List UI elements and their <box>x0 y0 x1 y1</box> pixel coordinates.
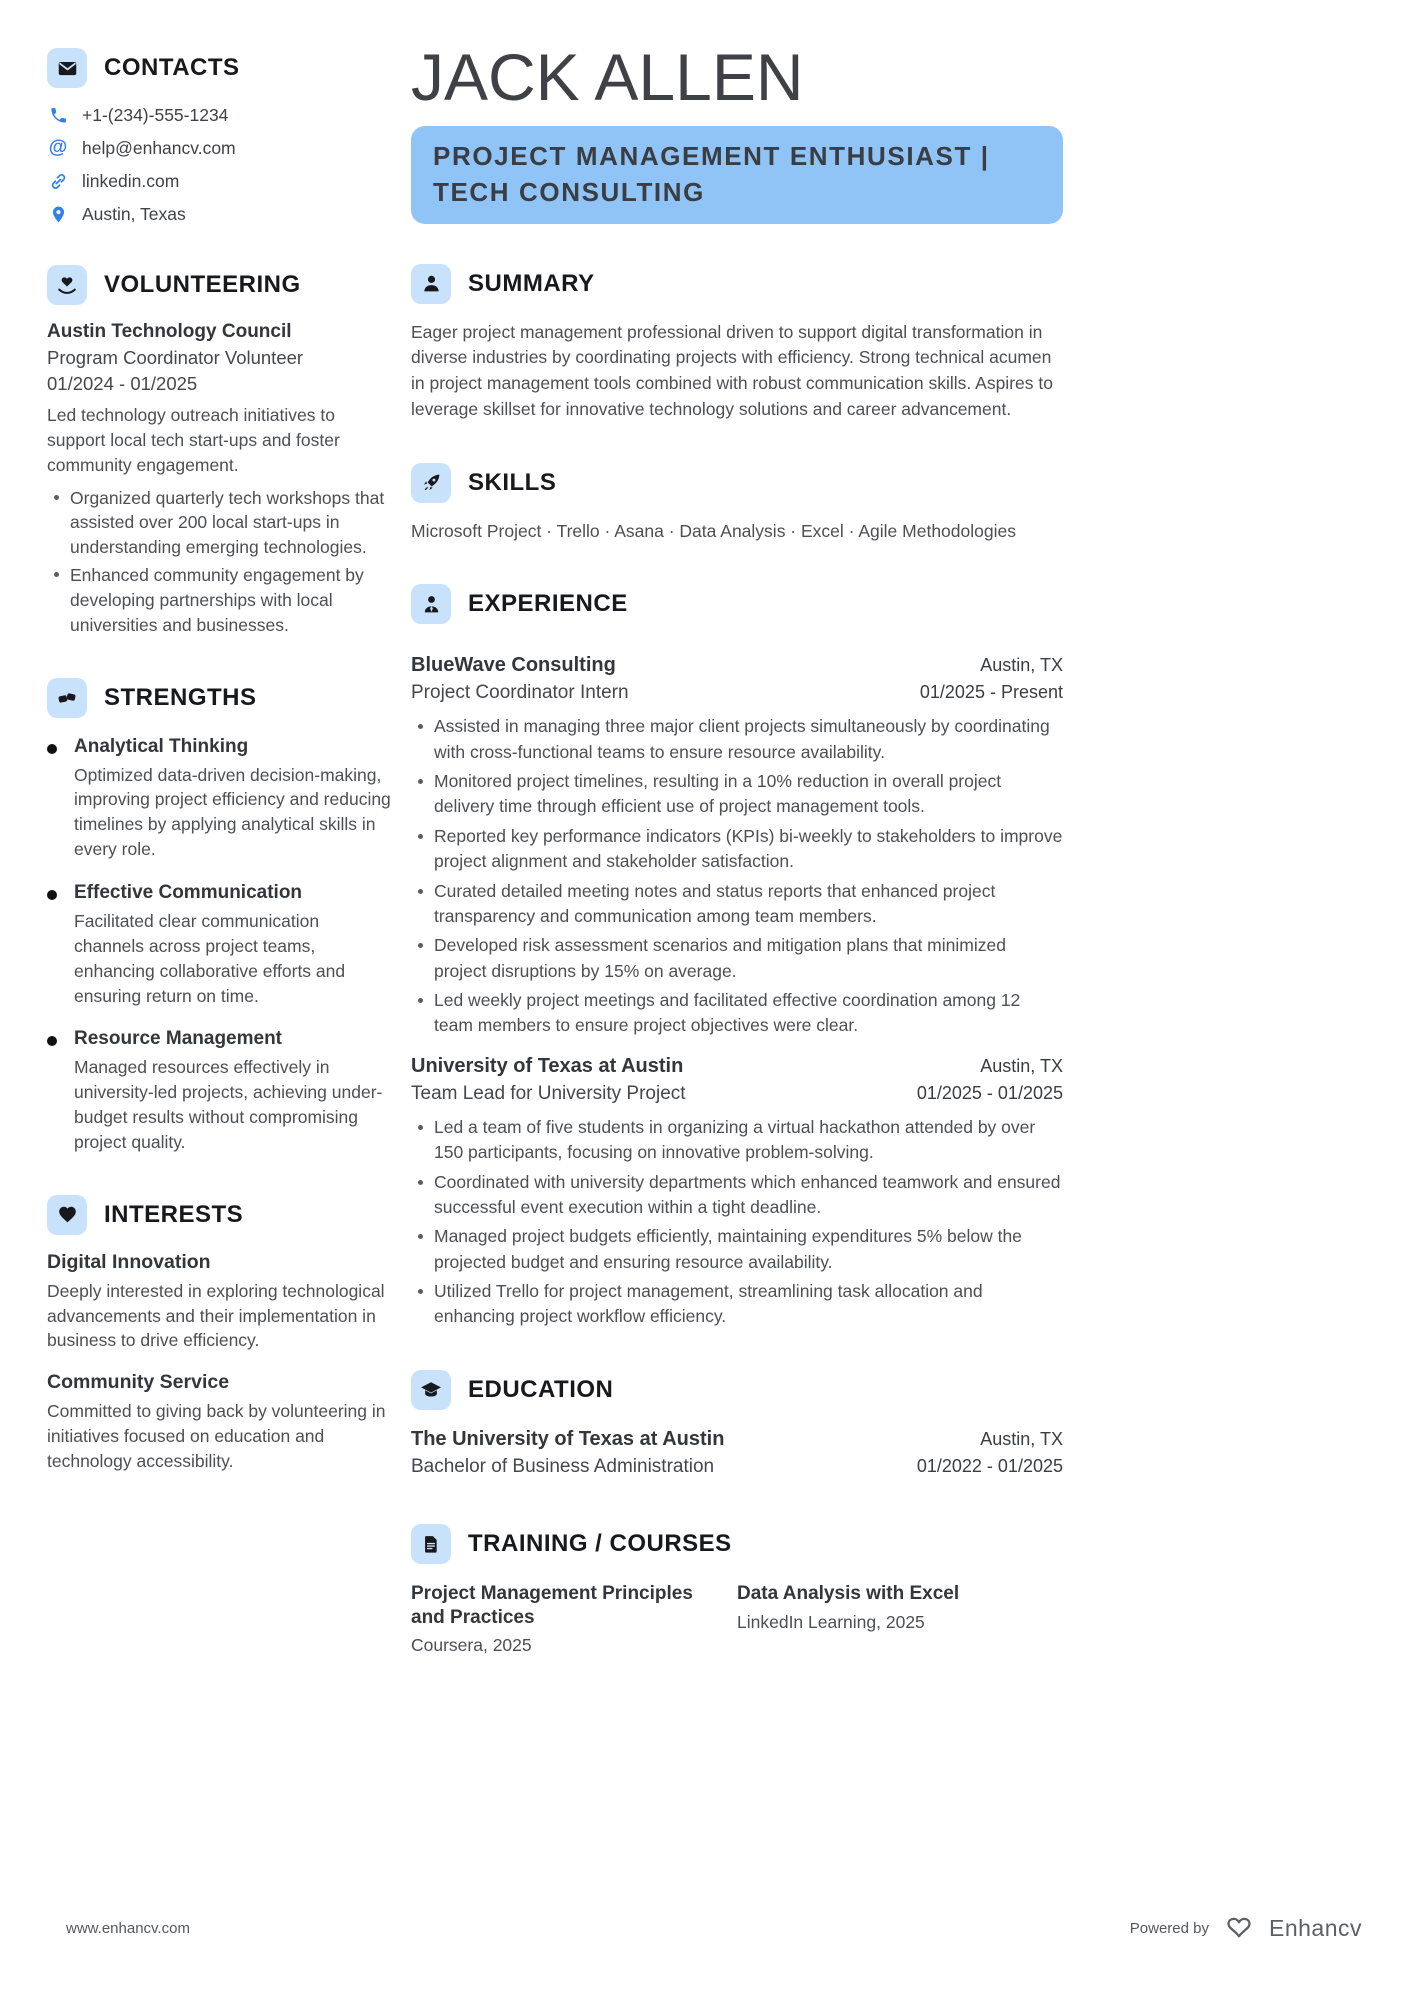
document-icon <box>411 1524 451 1564</box>
contact-linkedin[interactable] <box>47 170 392 192</box>
list-item: Reported key performance indicators (KPIs) bi-weekly to stakeholders to improve project alignment and stakeholder satisfaction. <box>411 824 1063 875</box>
list-item: Developed risk assessment scenarios and mitigation plans that minimized project disruptions by 15% on average. <box>411 933 1063 984</box>
strengths-title: STRENGTHS <box>104 683 257 711</box>
contact-linkedin-value: linkedin.com <box>82 170 180 191</box>
list-item: Curated detailed meeting notes and status reports that enhanced project transparency and communication among team members. <box>411 879 1063 930</box>
course-item <box>411 1580 715 1657</box>
list-item: Monitored project timelines, resulting in a 10% reduction in overall project delivery time through efficient use of project management tools. <box>411 769 1063 820</box>
skills-title: SKILLS <box>468 468 557 496</box>
list-item: Led weekly project meetings and facilitated effective coordination among 12 team members to ensure project objectives were clear. <box>411 988 1063 1039</box>
sidebar <box>47 44 392 1656</box>
experience-section-header <box>411 584 1063 624</box>
job-role: Project Coordinator Intern <box>411 682 629 704</box>
volunteering-description: Led technology outreach initiatives to support local tech start-ups and foster community engagement. <box>47 405 340 475</box>
list-item: Assisted in managing three major client projects simultaneously by coordinating with cross-functional teams to ensure resource availability. <box>411 714 1063 765</box>
bullet-dot <box>47 744 57 754</box>
strength-text: Facilitated clear communication channels across project teams, enhancing collaborative efforts and ensuring return on time. <box>74 910 346 1006</box>
job-role: Team Lead for University Project <box>411 1082 686 1104</box>
heart-hand-icon <box>47 265 87 305</box>
interest-item <box>47 1251 392 1354</box>
rocket-icon <box>411 463 451 503</box>
skills-list: Microsoft Project · Trello · Asana · Data Analysis · Excel · Agile Methodologies <box>411 520 1016 541</box>
phone-icon <box>47 104 69 126</box>
education-title: EDUCATION <box>468 1375 614 1403</box>
contact-location <box>47 203 392 225</box>
company-name: University of Texas at Austin <box>411 1054 684 1077</box>
job-dates: 01/2025 - 01/2025 <box>916 1082 1063 1103</box>
contact-location-value: Austin, Texas <box>82 203 186 224</box>
course-provider: Coursera, 2025 <box>411 1635 532 1656</box>
course-provider: LinkedIn Learning, 2025 <box>737 1611 925 1632</box>
interest-text: Committed to giving back by volunteering in initiatives focused on education and technology accessibility. <box>47 1401 386 1471</box>
strength-item <box>47 882 392 1008</box>
experience-entry <box>411 640 1063 1039</box>
school-name: The University of Texas at Austin <box>411 1427 725 1450</box>
strength-name: Resource Management <box>74 1028 283 1050</box>
volunteering-bullets <box>47 486 392 638</box>
list-item: Managed project budgets efficiently, maintaining expenditures 5% below the projected budget and ensuring resource availability. <box>411 1224 1063 1275</box>
education-location: Austin, TX <box>980 1428 1063 1449</box>
at-icon: @ <box>48 137 68 158</box>
course-item <box>737 1580 1041 1657</box>
summary-title: SUMMARY <box>468 269 595 297</box>
job-location: Austin, TX <box>980 655 1063 676</box>
summary-text: Eager project management professional driven to support digital transformation in diverse industries by coordinating projects with efficiency. Strong technical acumen in project management tools combined with robust communication skills. Aspires to leverage skillset for innovative technology solutions and career advancement. <box>411 321 1053 419</box>
strength-text: Managed resources effectively in university-led projects, achieving under-budget results without compromising project quality. <box>74 1057 383 1152</box>
volunteering-entry <box>47 321 392 638</box>
candidate-name: JACK ALLEN <box>411 40 804 114</box>
list-item: Led a team of five students in organizing a virtual hackathon attended by over 150 participants, focusing on innovative problem-solving. <box>411 1115 1063 1166</box>
interests-section-header <box>47 1195 392 1235</box>
headline-badge: PROJECT MANAGEMENT ENTHUSIAST | TECH CONSULTING <box>411 126 1063 224</box>
strength-text: Optimized data-driven decision-making, improving project efficiency and reducing timelines by applying analytical skills in every role. <box>74 764 391 860</box>
powered-by[interactable] <box>1130 1913 1362 1943</box>
courses-list <box>411 1580 1063 1657</box>
bullet-dot <box>47 890 57 900</box>
interests-title: INTERESTS <box>104 1200 244 1228</box>
link-icon <box>47 170 69 192</box>
list-item: Coordinated with university departments which enhanced teamwork and ensured successful event execution within a tight deadline. <box>411 1170 1063 1221</box>
list-item: Organized quarterly tech workshops that assisted over 200 local start-ups in understanding emerging technologies. <box>47 486 392 561</box>
contacts-title: CONTACTS <box>104 54 240 81</box>
enhancv-logo-icon <box>1221 1913 1257 1943</box>
volunteering-dates: 01/2024 - 01/2025 <box>47 373 198 394</box>
education-dates: 01/2022 - 01/2025 <box>916 1455 1063 1476</box>
experience-title: EXPERIENCE <box>468 590 628 618</box>
interest-name: Community Service <box>47 1371 230 1394</box>
training-section-header <box>411 1524 1063 1564</box>
main-column <box>411 40 1063 1656</box>
course-name: Data Analysis with Excel <box>737 1582 960 1604</box>
job-dates: 01/2025 - Present <box>919 682 1063 703</box>
course-name: Project Management Principles and Practices <box>411 1582 693 1628</box>
company-name: BlueWave Consulting <box>411 654 616 677</box>
volunteering-title: VOLUNTEERING <box>104 271 301 298</box>
location-pin-icon <box>47 203 69 225</box>
job-bullets <box>411 1115 1063 1330</box>
powered-by-label: Powered by <box>1129 1919 1209 1937</box>
contact-email[interactable] <box>47 137 392 159</box>
envelope-icon <box>47 48 87 88</box>
person-tie-icon <box>411 584 451 624</box>
contact-phone-value: +1-(234)-555-1234 <box>82 104 229 125</box>
volunteering-section-header <box>47 265 392 305</box>
list-item: Enhanced community engagement by developing partnerships with local universities and businesses. <box>47 563 392 638</box>
education-section-header <box>411 1370 1063 1410</box>
experience-entry <box>411 1049 1063 1330</box>
strength-name: Effective Communication <box>74 881 303 903</box>
contacts-section-header <box>47 48 392 88</box>
job-bullets <box>411 714 1063 1039</box>
volunteering-role: Program Coordinator Volunteer <box>47 347 304 368</box>
training-title: TRAINING / COURSES <box>468 1529 732 1557</box>
brand-wordmark: Enhancv <box>1268 1914 1362 1941</box>
handshake-icon <box>47 678 87 718</box>
contact-phone[interactable] <box>47 104 392 126</box>
skills-section-header <box>411 463 1063 503</box>
interest-name: Digital Innovation <box>47 1250 211 1273</box>
summary-section-header <box>411 264 1063 304</box>
graduation-cap-icon <box>411 1370 451 1410</box>
interest-text: Deeply interested in exploring technological advancements and their implementation in business to drive efficiency. <box>47 1280 385 1351</box>
contact-email-value: help@enhancv.com <box>82 137 236 158</box>
list-item: Utilized Trello for project management, streamlining task allocation and enhancing project workflow efficiency. <box>411 1279 1063 1330</box>
strength-item <box>47 736 392 862</box>
interest-item <box>47 1371 392 1474</box>
bullet-dot <box>47 1036 57 1046</box>
page-footer <box>66 1913 1362 1943</box>
strength-name: Analytical Thinking <box>74 735 249 757</box>
education-entry <box>411 1426 1063 1484</box>
volunteering-org: Austin Technology Council <box>47 321 292 342</box>
strengths-section-header <box>47 678 392 718</box>
footer-url[interactable]: www.enhancv.com <box>66 1919 190 1937</box>
person-icon <box>411 264 451 304</box>
degree: Bachelor of Business Administration <box>411 1455 715 1477</box>
heart-icon <box>47 1195 87 1235</box>
strength-item <box>47 1028 392 1154</box>
job-location: Austin, TX <box>980 1055 1063 1076</box>
